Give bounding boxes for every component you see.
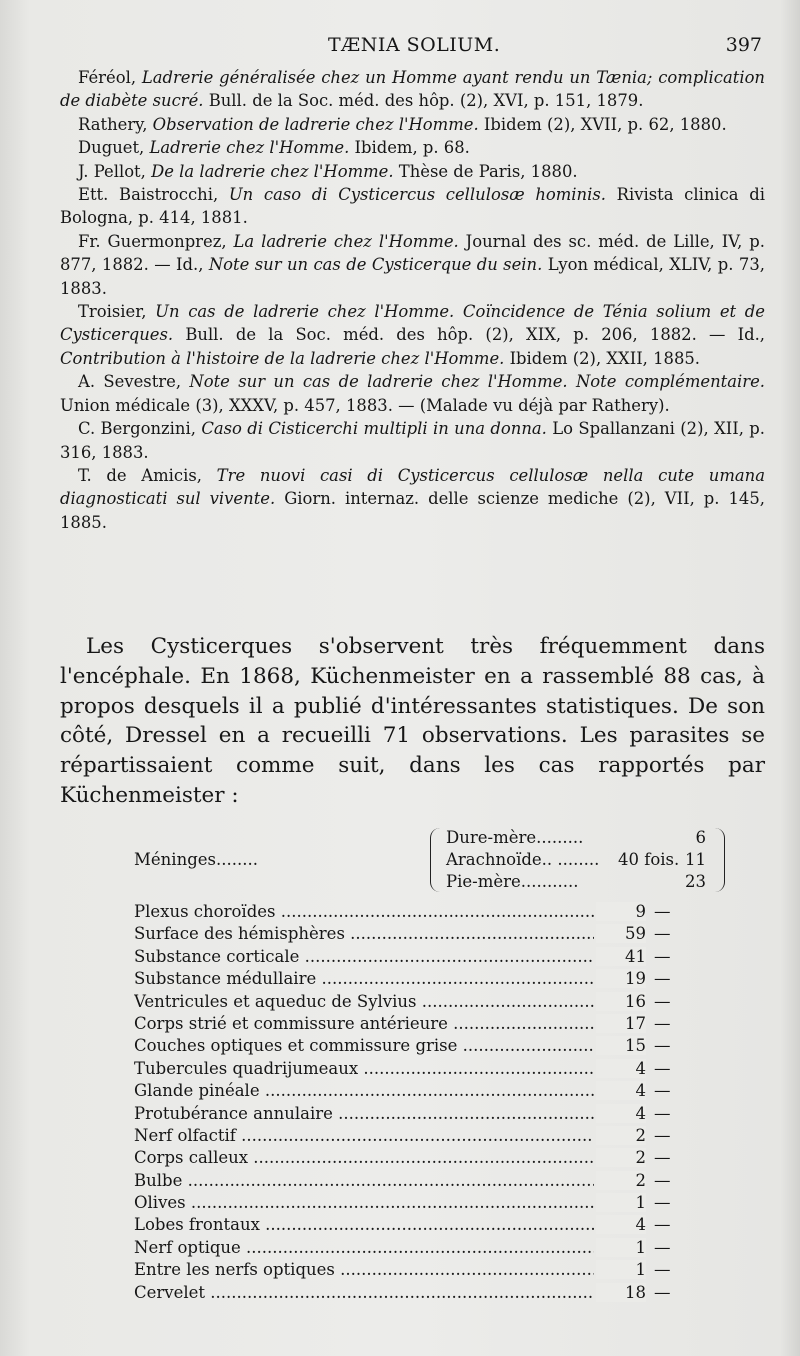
table-row (134, 1014, 694, 1036)
reference-text: A. Sevestre, (78, 372, 190, 392)
row-label: Olives ..... (134, 1193, 594, 1212)
row-value: 2 (596, 1171, 646, 1190)
table-row (134, 1215, 694, 1237)
reference-entry (60, 113, 765, 136)
meninges-label: Méninges........ (134, 850, 258, 869)
table-row (134, 1104, 694, 1126)
reference-entry (60, 370, 765, 417)
row-value: 17 (596, 1014, 646, 1033)
row-label: Substance corticale ..... (134, 947, 594, 966)
reference-text: Fr. Guermonprez, (78, 231, 234, 251)
row-label: Ventricules et aqueduc de Sylvius ..... (134, 992, 594, 1011)
row-label: Cervelet ..... (134, 1283, 594, 1302)
row-label: Lobes frontaux ..... (134, 1215, 594, 1234)
row-dash: — (654, 1260, 671, 1280)
table-row (134, 1260, 694, 1282)
row-dash: — (654, 1148, 671, 1168)
reference-text: J. Pellot, (78, 161, 152, 181)
row-dash: — (654, 946, 671, 966)
row-value: 2 (596, 1126, 646, 1145)
row-dash: — (654, 1282, 671, 1302)
meninges-sub-name: Pie-mère........... (446, 872, 579, 891)
reference-title: Ladrerie généralisée chez un Homme ayant rendu un Tænia; complication de diabète sucré. (60, 68, 765, 111)
table-row (134, 1148, 694, 1170)
reference-text: Féréol, (78, 68, 142, 87)
row-value: 15 (596, 1036, 646, 1055)
reference-text: Journal des sc. méd. de Lille, IV, p. 877, 1882. — Id., (60, 231, 765, 275)
row-value: 59 (596, 924, 646, 943)
reference-text: Union médicale (3), XXXV, p. 457, 1883. — (Malade vu déjà par Rathery). (60, 395, 670, 415)
reference-title: Caso di Cisticerchi multipli in una donna. (201, 419, 547, 439)
reference-title: Un cas de ladrerie chez l'Homme. Coïncidence de Ténia solium et de Cysticerques. (60, 302, 765, 345)
row-label: Corps calleux ..... (134, 1148, 594, 1167)
reference-text: Rivista clinica di Bologna, p. 414, 1881. (60, 185, 765, 228)
row-label: Protubérance annulaire ..... (134, 1104, 594, 1123)
row-label: Nerf olfactif ..... (134, 1126, 594, 1145)
reference-text: Rathery, (78, 114, 153, 134)
reference-entry (60, 230, 765, 300)
table-row (134, 1081, 694, 1103)
row-label: Entre les nerfs optiques ..... (134, 1260, 594, 1279)
row-value: 4 (596, 1081, 646, 1100)
reference-entry (60, 300, 765, 370)
row-dash: — (654, 924, 671, 944)
row-value: 16 (596, 992, 646, 1011)
page-number: 397 (725, 34, 762, 56)
table-row (134, 1036, 694, 1058)
reference-text: Bull. de la Soc. méd. des hôp. (2), XIX, p. 206, 1882. — Id., (173, 325, 765, 345)
row-dash: — (654, 1215, 671, 1235)
table-row (134, 924, 694, 946)
row-dash: — (654, 1058, 671, 1078)
reference-text: Ibidem (2), XVII, p. 62, 1880. (478, 114, 727, 134)
table-row (134, 1171, 694, 1193)
row-label: Corps strié et commissure antérieure ..... (134, 1014, 594, 1033)
reference-entry (60, 66, 765, 113)
meninges-sub-value: 11 (685, 850, 706, 869)
row-label: Plexus choroïdes ..... (134, 902, 594, 921)
row-value: 4 (596, 1215, 646, 1234)
row-label: Bulbe ..... (134, 1171, 594, 1190)
reference-text: T. de Amicis, (78, 465, 217, 485)
meninges-total: 40 fois. (618, 850, 680, 869)
row-dash: — (654, 1013, 671, 1033)
row-label: Surface des hémisphères ..... (134, 924, 594, 943)
row-dash: — (654, 1170, 671, 1190)
reference-title: Note sur un cas de Cysticerque du sein. (208, 255, 543, 275)
meninges-sub-value: 6 (695, 828, 706, 847)
row-dash: — (654, 1237, 671, 1257)
reference-title: La ladrerie chez l'Homme. (233, 231, 459, 251)
row-label: Substance médullaire ..... (134, 969, 594, 988)
row-value: 4 (596, 1104, 646, 1123)
bibliography-list (60, 66, 765, 534)
row-value: 1 (596, 1238, 646, 1257)
body-paragraph: Les Cysticerques s'observent très fréquemment dans l'encéphale. En 1868, Küchenmeister en a rassemblé 88 cas, à propos desquels il a publié d'intéressantes statistiques. De son côté, Dressel en a recueilli 71 observations. Les parasites se répartissaient comme suit, dans les cas rapportés par Küchenmeister : (60, 634, 765, 808)
body-paragraph-block (60, 632, 765, 811)
table-row (134, 902, 694, 924)
reference-entry (60, 417, 765, 464)
table-row (134, 947, 694, 969)
row-label: Nerf optique ..... (134, 1238, 594, 1257)
meninges-sub-name: Arachnoïde.. ........ (446, 850, 600, 869)
running-title: TÆNIA SOLIUM. (328, 34, 501, 56)
right-brace (714, 828, 725, 892)
row-dash: — (654, 1125, 671, 1145)
left-brace (430, 828, 441, 892)
running-header (0, 34, 800, 58)
row-value: 4 (596, 1059, 646, 1078)
meninges-sub-row (446, 828, 716, 850)
row-value: 9 (596, 902, 646, 921)
table-row (134, 969, 694, 991)
reference-title: Contribution à l'histoire de la ladrerie chez l'Homme. (60, 348, 505, 368)
reference-text: Lyon médical, XLIV, p. 73, 1883. (60, 255, 765, 298)
reference-entry (60, 136, 765, 159)
row-dash: — (654, 991, 671, 1011)
reference-title: Un caso di Cysticercus cellulosæ hominis. (228, 185, 606, 205)
row-value: 1 (596, 1193, 646, 1212)
reference-title: Tre nuovi casi di Cysticercus cellulosæ nella cute umana diagnosticati sul vivente. (60, 465, 765, 509)
meninges-sub-row (446, 872, 716, 894)
reference-text: Thèse de Paris, 1880. (393, 161, 578, 181)
row-label: Couches optiques et commissure grise ..... (134, 1036, 594, 1055)
row-value: 18 (596, 1283, 646, 1302)
row-dash: — (654, 1081, 671, 1101)
table-row (134, 1193, 694, 1215)
reference-text: Duguet, (78, 138, 150, 158)
table-row (134, 992, 694, 1014)
row-label: Glande pinéale ..... (134, 1081, 594, 1100)
reference-text: C. Bergonzini, (78, 419, 202, 439)
reference-entry (60, 160, 765, 183)
meninges-sub-name: Dure-mère......... (446, 828, 584, 847)
location-table (134, 902, 694, 1305)
row-dash: — (654, 1036, 671, 1056)
reference-title: Ladrerie chez l'Homme. (149, 138, 350, 158)
row-value: 1 (596, 1260, 646, 1279)
reference-title: Note sur un cas de ladrerie chez l'Homme. Note complémentaire. (189, 372, 765, 392)
reference-entry (60, 464, 765, 534)
row-value: 19 (596, 969, 646, 988)
row-label: Tubercules quadrijumeaux ..... (134, 1059, 594, 1078)
reference-title: Observation de ladrerie chez l'Homme. (152, 114, 479, 134)
reference-text: Ibidem, p. 68. (349, 138, 470, 158)
reference-text: Giorn. internaz. delle scienze mediche (2), VII, p. 145, 1885. (60, 489, 765, 532)
reference-text: Troisier, (78, 302, 156, 322)
reference-title: De la ladrerie chez l'Homme. (151, 161, 394, 181)
meninges-group (134, 826, 706, 896)
meninges-sub-value: 23 (685, 872, 706, 891)
reference-text: Ett. Baistrocchi, (78, 185, 229, 205)
row-dash: — (654, 969, 671, 989)
row-value: 2 (596, 1148, 646, 1167)
row-value: 41 (596, 947, 646, 966)
reference-text: Ibidem (2), XXII, 1885. (504, 348, 701, 368)
table-row (134, 1059, 694, 1081)
table-row (134, 1238, 694, 1260)
table-row (134, 1126, 694, 1148)
reference-entry (60, 183, 765, 230)
row-dash: — (654, 1103, 671, 1123)
reference-text: Bull. de la Soc. méd. des hôp. (2), XVI, p. 151, 1879. (203, 91, 644, 111)
row-dash: — (654, 902, 671, 921)
table-row (134, 1283, 694, 1305)
row-dash: — (654, 1193, 671, 1213)
reference-text: Lo Spallanzani (2), XII, p. 316, 1883. (60, 419, 765, 462)
